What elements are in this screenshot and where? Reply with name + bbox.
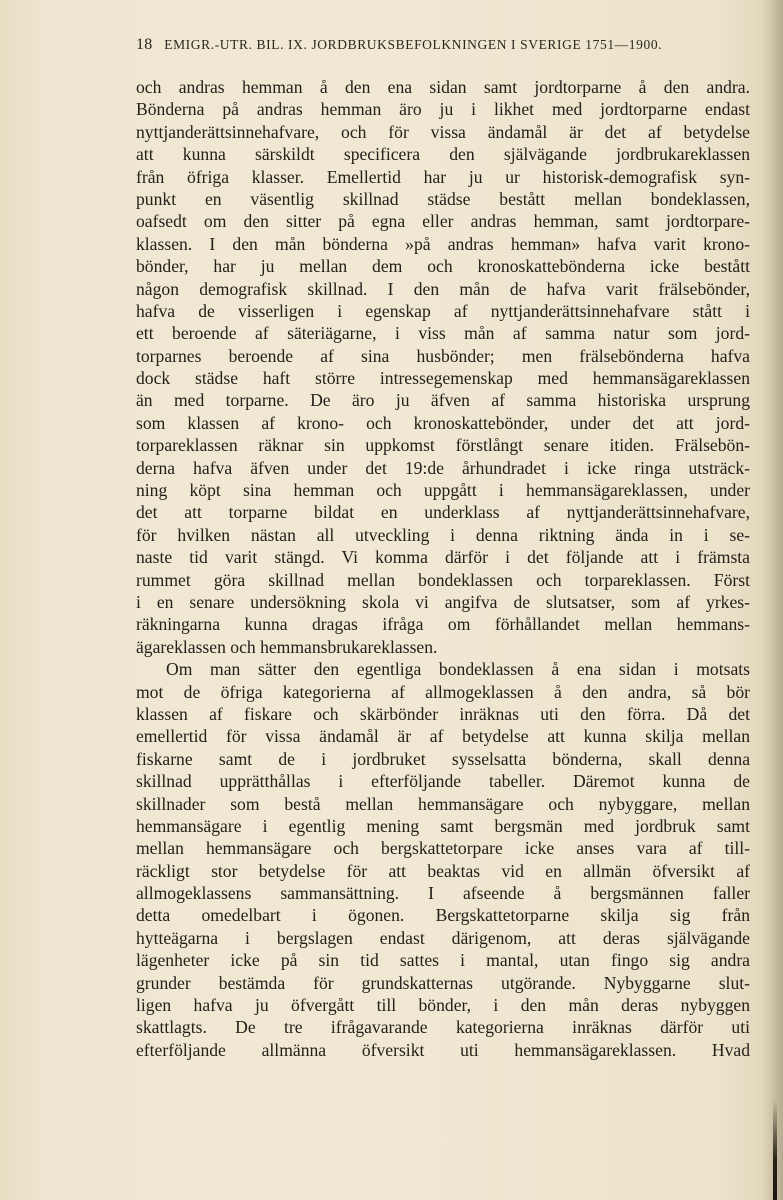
paragraph-end-line: ägareklassen och hemmansbrukareklassen.: [136, 636, 438, 657]
running-header: [136, 36, 756, 56]
text-line: punkt en väsentlig skillnad städse bestått mellan bondeklassen,: [136, 188, 750, 209]
text-line: för hvilken nästan all utveckling i denna riktning ända in i se-: [136, 524, 750, 545]
body-text: [136, 76, 750, 1061]
text-line: ligen hafva ju öfvergått till bönder, i den mån deras nybyggen: [136, 995, 750, 1016]
text-line: som klassen af krono- och kronoskattebönder, under det att jord-: [136, 412, 750, 433]
text-line: ning köpt sina hemman och uppgått i hemmansägareklassen, under: [136, 480, 750, 501]
text-line: från öfriga klasser. Emellertid har ju ur historisk-demografisk syn-: [136, 166, 750, 187]
text-line: mellan hemmansägare och bergskattetorpare icke anses vara af till-: [136, 838, 750, 859]
text-line: mot de öfriga kategorierna af allmogeklassen å den andra, så bör: [136, 681, 750, 702]
text-line: skillnad upprätthållas i efterföljande tabeller. Däremot kunna de: [136, 771, 750, 792]
text-line: allmogeklassens sammansättning. I afseende å bergsmännen faller: [136, 883, 750, 904]
text-line: skillnader som bestå mellan hemmansägare och nybyggare, mellan: [136, 793, 750, 814]
text-line: bönder, har ju mellan dem och kronoskattebönderna icke bestått: [136, 256, 750, 277]
text-line: emellertid för vissa ändamål är af betydelse att kunna skilja mellan: [136, 726, 750, 747]
text-line: lägenheter icke på sin tid sattes i mantal, utan fingo sig andra: [136, 950, 750, 971]
text-line: klassen af fiskare och skärbönder inräknas uti den förra. Då det: [136, 703, 750, 724]
text-line: ett beroende af säteriägarne, i viss mån af samma natur som jord-: [136, 323, 750, 344]
text-line: derna hafva äfven under det 19:de århundradet i icke ringa utsträck-: [136, 457, 750, 478]
text-line: att kunna särskildt specificera den självägande jordbrukareklassen: [136, 144, 750, 165]
text-line: skattlagts. De tre ifrågavarande kategorierna inräknas därför uti: [136, 1017, 750, 1038]
text-line: naste tid varit stängd. Vi komma därför i det följande att i främsta: [136, 547, 750, 568]
text-line: hytteägarna i bergslagen endast därigenom, att deras självägande: [136, 927, 750, 948]
text-line: torparnes beroende af sina husbönder; men frälsebönderna hafva: [136, 345, 750, 366]
text-line: oafsedt om den sitter på egna eller andras hemman, samt jordtorpare-: [136, 211, 750, 232]
text-line: det att torparne bildat en underklass af nyttjanderättsinnehafvare,: [136, 502, 750, 523]
text-line: hafva de visserligen i egenskap af nyttjanderättsinnehafvare stått i: [136, 300, 750, 321]
text-line: dock städse haft större intressegemenskap med hemmansägareklassen: [136, 368, 750, 389]
text-line: i en senare undersökning skola vi angifva de slutsatser, som af yrkes-: [136, 591, 750, 612]
text-line: detta omedelbart i ögonen. Bergskattetorparne skilja sig från: [136, 905, 750, 926]
running-title: EMIGR.-UTR. BIL. IX. JORDBRUKSBEFOLKNINGEN I SVERIGE 1751—1900.: [164, 37, 663, 52]
text-line: fiskarne samt de i jordbruket sysselsatta bönderna, skall denna: [136, 748, 750, 769]
page-edge-shadow: [761, 0, 783, 1200]
text-line: räckligt stor betydelse för att beaktas vid en allmän öfversikt af: [136, 860, 750, 881]
text-line: klassen. I den mån bönderna »på andras hemman» hafva varit krono-: [136, 233, 750, 254]
text-line: någon demografisk skillnad. I den mån de hafva varit frälsebönder,: [136, 278, 750, 299]
text-line: rummet göra skillnad mellan bondeklassen och torpareklassen. Först: [136, 569, 750, 590]
text-line: efterföljande allmänna öfversikt uti hemmansägareklassen. Hvad: [136, 1039, 750, 1060]
text-line: än med torparne. De äro ju äfven af samma historiska ursprung: [136, 390, 750, 411]
text-line: grunder bestämda för grundskatternas utgörande. Nybyggarne slut-: [136, 972, 750, 993]
text-line: nyttjanderättsinnehafvare, och för vissa ändamål är det af betydelse: [136, 121, 750, 142]
text-line: torpareklassen räknar sin uppkomst förstlångt senare itiden. Frälsebön-: [136, 435, 750, 456]
text-line: hemmansägare i egentlig mening samt bergsmän med jordbruk samt: [136, 815, 750, 836]
page-number: 18: [136, 36, 153, 53]
text-line: räkningarna kunna dragas ifråga om förhållandet mellan hemmans-: [136, 614, 750, 635]
text-line: Bönderna på andras hemman äro ju i likhet med jordtorparne endast: [136, 99, 750, 120]
paragraph-start-line: Om man sätter den egentliga bondeklassen å ena sidan i motsats: [166, 659, 750, 680]
text-line: och andras hemman å den ena sidan samt jordtorparne å den andra.: [136, 77, 750, 97]
